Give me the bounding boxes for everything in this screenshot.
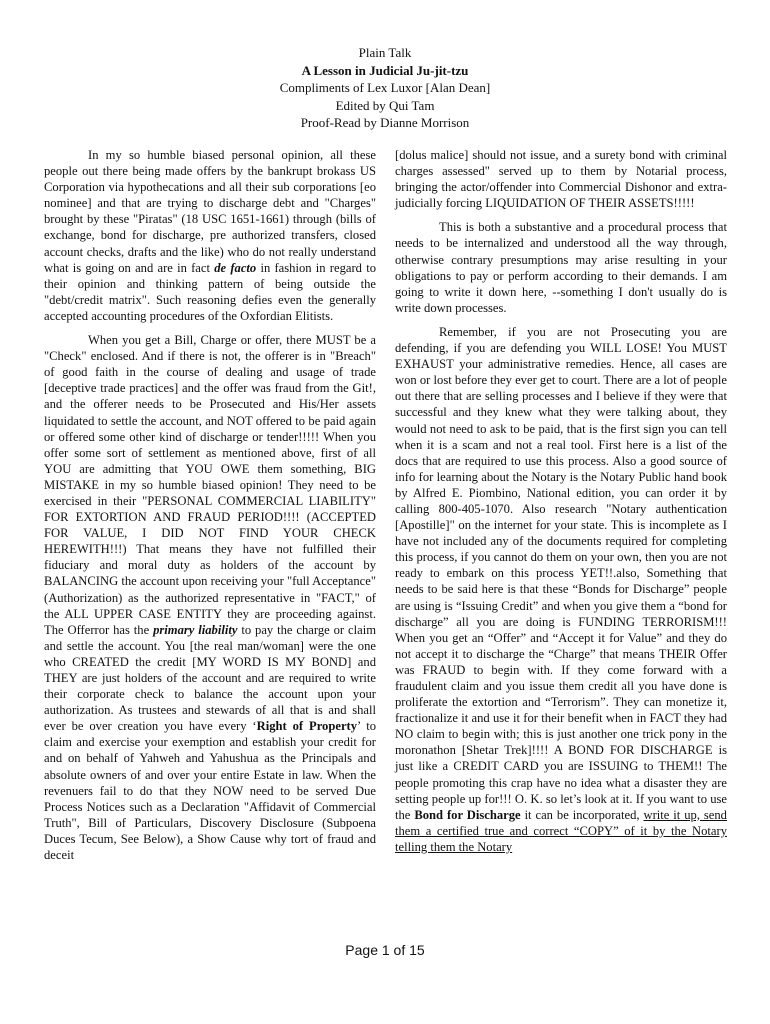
left-p2-text-c: to pay the charge or claim and settle the account. You [the real man/woman] were the one who CREATED the credit [MY WORD IS MY BOND] and THEY are just holders of the account and are required to write their corporate check to balance the account upon your authorization. As trustees and stewards of all that is and shall ever be over creation you have every ‘ [44,622,376,734]
left-paragraph-1 [44,147,376,324]
right-paragraph-1: [dolus malice] should not issue, and a surety bond with criminal charges assessed" served up to them by Notarial process, bringing the actor/offender into Commercial Dishonor and extra-judicially forcing LIQUIDATION OF THEIR ASSETS!!!!! [395,148,727,211]
right-p3-text-c: it can be incorporated, [520,807,644,822]
header-plain-talk: Plain Talk [358,45,412,60]
header-editor: Edited by Qui Tam [335,97,435,113]
left-p2-emphasis: primary liability [153,622,238,637]
left-p1-emphasis: de facto [214,260,257,275]
left-column [44,147,376,871]
left-paragraph-2 [44,332,376,863]
page-number: Page 1 of 15 [345,942,425,958]
right-paragraph-2: This is both a substantive and a procedural process that needs to be internalized and understood all the way through, otherwise contrary presumptions may arise resulting in your obligations to pay or perform according to their demands. I am going to write it down here, --something I don't usually do is write down processes. [395,220,727,315]
header-credit: Compliments of Lex Luxor [Alan Dean] [279,80,491,96]
right-p3-bold: Bond for Discharge [414,807,521,822]
document-header [0,44,770,132]
right-p3-underlined: write it up, send them a certified true and correct “COPY” of it by the Notary telling them the Notary [395,807,727,854]
left-p1-text-c: in fashion in regard to their opinion and thinking pattern of being outside the "debt/credit matrix". Such reasoning defies even the generally accepted accounting procedures of the Oxfordian Elitists. [44,260,376,323]
left-p2-bold: Right of Property [256,719,358,734]
right-column [395,147,727,863]
left-p2-text-a: When you get a Bill, Charge or offer, there MUST be a "Check" enclosed. And if there is not, the offerer is in "Breach" of good faith in the course of dealing and usage of trade [deceptive trade practices] and the offer was fraud from the Git!, and the offerer needs to be Prosecuted and His/Her assets liquidated to settle the account, and NOT offered to be paid again or offered some other kind of discharge or tender!!!!! When you offer some sort of settlement as mentioned above, first of all YOU are admitting that YOU OWE them something, BIG MISTAKE in my so humble biased opinion! They need to be exercised in their "PERSONAL COMMERCIAL LIABILITY" FOR EXTORTION AND FRAUD PERIOD!!!! (ACCEPTED FOR VALUE, I DID NOT FIND YOUR CHECK HEREWITH!!!) That means they have not fulfilled their fiduciary and moral duty as holders of the account by BALANCING the account upon receiving your "full Acceptance" (Authorization) as the authorized representative in "FACT," of the ALL UPPER CASE ENTITY they are proceeding against. The Offerror has the [44,333,376,637]
header-proofreader: Proof-Read by Dianne Morrison [300,115,470,131]
left-p1-text-a: In my so humble biased personal opinion, all these people out there being made offers by the bankrupt brokass US Corporation via hypothecations and all their sub corporations [eo nominee] and that are trying to discharge debt and "Charges" brought by these "Piratas" (18 USC 1651-1661) through (bills of exchange, bond for discharge, pre authorized transfers, closed account checks, drafts and the like) who do not really understand what is going on and are in fact [44,148,376,275]
right-p3-text-a: Remember, if you are not Prosecuting you are defending, if you are defending you WILL LOSE! You MUST EXHAUST your administrative remedies. Hence, all cases are won or lost before they ever get to court. There are a lot of people out there that are selling processes and I believe if they were that successful and they knew what they were talking about, they would not need to ask to be paid, that is the first sign you can tell when it is a scam and not a real tool. First here is a list of the docs that are required to use this process. Also a good source of info for learning about the Notary is the Notary Public hand book by Alfred E. Piombino, National edition, you can order it by calling 800-405-1070. Also research "Notary authentication [Apostille]" on the internet for your state. This is incomplete as I have not included any of the documents required for completing this process, if you cannot do them on your own, then you are not ready to embark on this process YET!!.also, Something that needs to be said here is that these “Bonds for Discharge” people are using is “Issuing Credit” and when you give them a “bond for discharge” all you are doing is FUNDING TERRORISM!!! When you get an “Offer” and “Accept it for Value” and they do not accept it to discharge the “Charge” that means THEIR Offer was FRAUD to begin with. If they come forward with a fraudulent claim and you issue them credit all you have done is proliferate the extortion and “Terrorism”. They can monetize it, fractionalize it and use it for their benefit when in FACT they had NO claim to begin with; this is just another one trick pony in the moronathon [Shetar Trek]!!!! A BOND FOR DISCHARGE is just like a CREDIT CARD you are ISSUING to THEM!! The people promoting this crap have no idea what a disaster they are setting people up for!!! O. K. so let’s look at it. If you want to use the [395,324,727,822]
document-title: A Lesson in Judicial Ju-jit-tzu [301,62,469,78]
right-paragraph-3 [395,324,727,855]
left-p2-text-e: ’ to claim and exercise your exemption and establish your credit for and on behalf of Yahweh and Yahushua as the Principals and absolute owners of and over your entire Estate in law. When the revenuers fail to do that they NOW need to be served Due Process Notices such as a Declaration "Affidavit of Commercial Truth", Bill of Particulars, Discovery Disclosure (Subpoena Duces Tecum, See Below), a Show Cause why tort of fraud and deceit [44,719,377,863]
